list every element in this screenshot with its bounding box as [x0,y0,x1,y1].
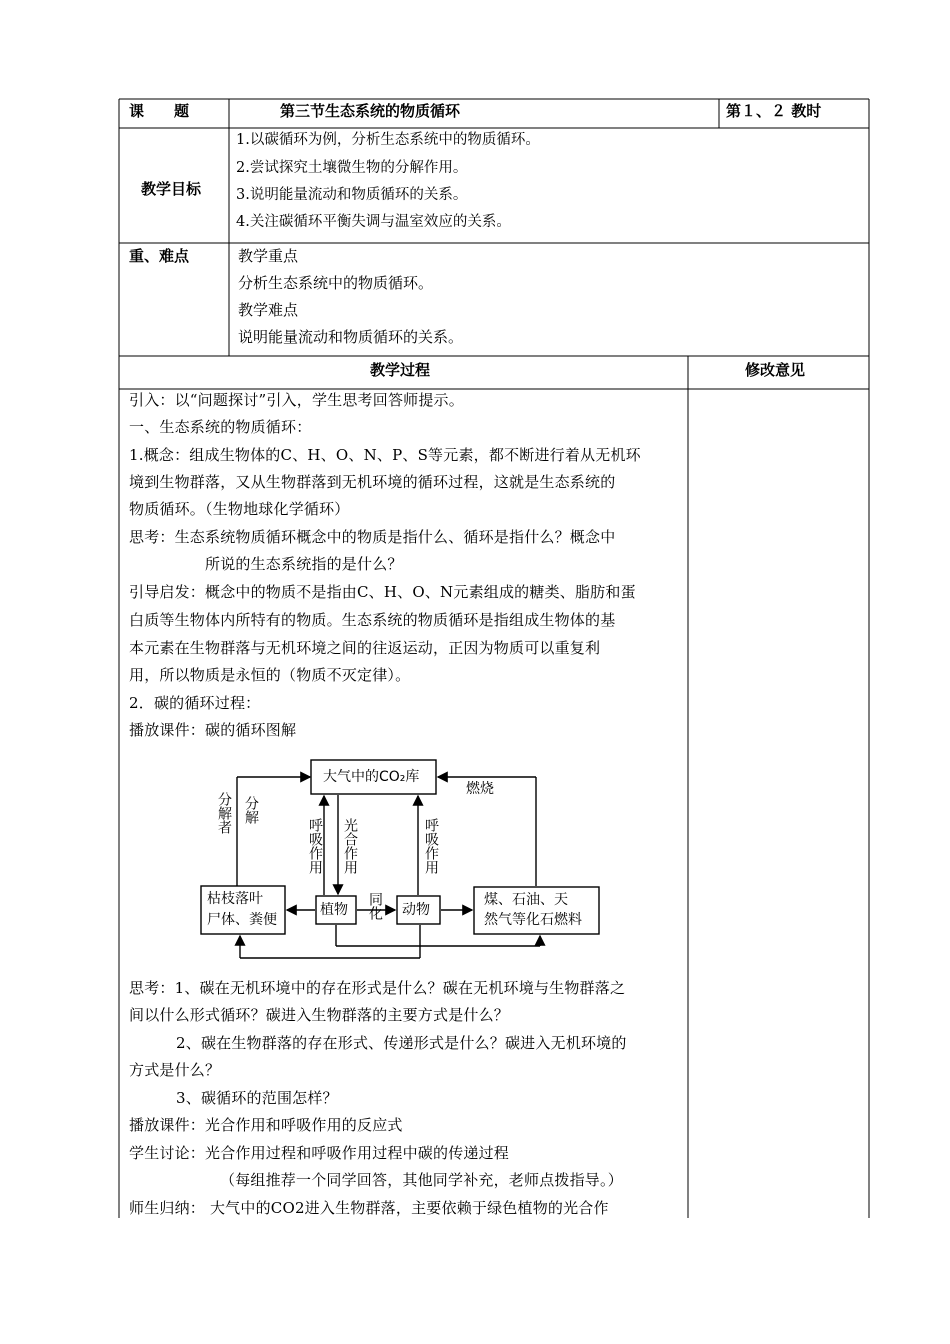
process-line: （每组推荐一个同学回答，其他同学补充，老师点拨指导。） [220,1171,623,1189]
animals-label: 动物 [402,902,430,918]
process-header: 教学过程 [370,361,431,379]
process-line: 2、碳在生物群落的存在形式、传递形式是什么？碳进入无机环境的 [176,1034,627,1052]
respiration-label-2: 呼吸作用 [423,818,439,874]
decompose-label: 分解 [243,796,259,824]
keypoints-label: 重、难点 [129,247,190,265]
keypoints-line: 教学难点 [238,301,299,319]
fossil-label: 煤、石油、天 [484,892,568,908]
revision-header: 修改意见 [745,361,806,379]
process-line: 引入：以“问题探讨”引入，学生思考回答师提示。 [129,391,464,409]
process-line: 播放课件：光合作用和呼吸作用的反应式 [129,1116,403,1134]
plants-label: 植物 [320,902,348,918]
process-line: 物质循环。（生物地球化学循环） [129,500,350,518]
process-line: 白质等生物体内所特有的物质。生态系统的物质循环是指组成生物体的基 [129,611,616,629]
process-line: 思考：生态系统物质循环概念中的物质是指什么、循环是指什么？概念中 [129,528,616,546]
goals-label: 教学目标 [141,180,202,198]
lesson-periods: 第１、２ 教时 [726,102,822,120]
goal-item: 3.说明能量流动和物质循环的关系。 [236,187,468,203]
process-line: 播放课件：碳的循环图解 [129,721,297,739]
keypoints-line: 分析生态系统中的物质循环。 [238,274,434,292]
process-line: 学生讨论：光合作用过程和呼吸作用过程中碳的传递过程 [129,1144,510,1162]
respiration-label-1: 呼吸作用 [307,818,323,874]
combustion-label: 燃烧 [466,781,494,797]
goal-item: 1.以碳循环为例，分析生态系统中的物质循环。 [236,132,540,148]
keypoints-line: 教学重点 [238,247,299,265]
keypoints-line: 说明能量流动和物质循环的关系。 [238,328,464,346]
lesson-title: 第三节生态系统的物质循环 [280,102,461,120]
process-line: 1.概念：组成生物体的C、H、O、N、P、S等元素，都不断进行着从无机环 [129,446,641,464]
assimilation-label: 同化 [367,892,383,920]
photosynthesis-label: 光合作用 [342,818,358,874]
process-line: 师生归纳： 大气中的CO2进入生物群落，主要依赖于绿色植物的光合作 [129,1199,609,1217]
process-line: 方式是什么？ [129,1061,221,1079]
fossil-label-2: 然气等化石燃料 [484,912,582,928]
litter-label: 枯枝落叶 [207,891,263,907]
process-line: 2．碳的循环过程： [129,694,261,712]
goal-item: 2.尝试探究土壤微生物的分解作用。 [236,160,468,176]
goal-item: 4.关注碳循环平衡失调与温室效应的关系。 [236,214,511,230]
process-line: 用，所以物质是永恒的（物质不灭定律）。 [129,666,411,684]
process-line: 本元素在生物群落与无机环境之间的往返运动，正因为物质可以重复利 [129,639,601,657]
process-line: 境到生物群落，又从生物群落到无机环境的循环过程，这就是生态系统的 [129,473,616,491]
litter-label-2: 尸体、粪便 [207,912,277,928]
process-line: 间以什么形式循环？碳进入生物群落的主要方式是什么？ [129,1006,510,1024]
process-line: 所说的生态系统指的是什么？ [205,555,403,573]
process-line: 一、生态系统的物质循环： [129,418,312,436]
process-line: 引导启发：概念中的物质不是指由C、H、O、N元素组成的糖类、脂肪和蛋 [129,583,636,601]
topic-label: 课 题 [129,102,190,120]
process-line: 3、碳循环的范围怎样？ [176,1089,338,1107]
atmosphere-label: 大气中的CO₂库 [323,769,420,785]
decomposer-label: 分解者 [216,792,232,834]
process-line: 思考：1、碳在无机环境中的存在形式是什么？碳在无机环境与生物群落之 [129,979,626,997]
